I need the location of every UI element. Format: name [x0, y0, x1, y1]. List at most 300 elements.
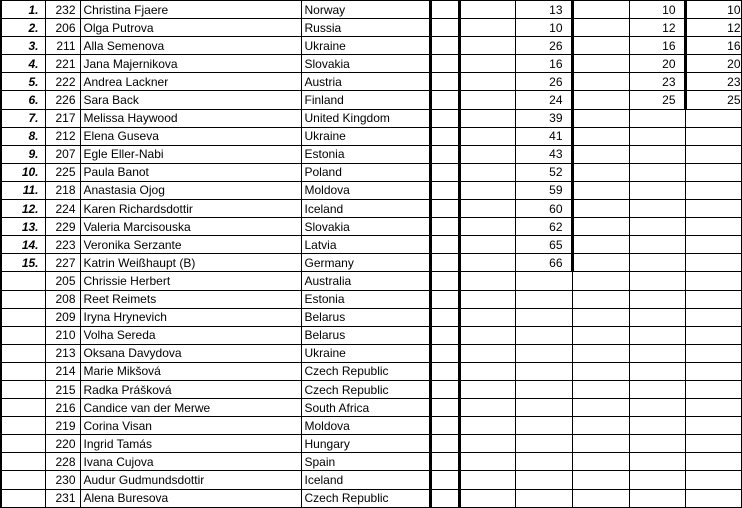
spacer-cell	[572, 109, 629, 127]
final-result-cell	[629, 109, 685, 127]
country-cell: Iceland	[301, 200, 430, 218]
spacer-cell	[459, 109, 515, 127]
final-result-cell	[685, 417, 741, 435]
athlete-name-cell: Oksana Davydova	[80, 344, 301, 362]
bib-cell: 205	[45, 272, 80, 290]
athlete-name-cell: Alla Semenova	[80, 37, 301, 55]
table-row	[1, 344, 741, 362]
spacer-cell	[459, 163, 515, 181]
final-result-cell: 23	[629, 73, 685, 91]
athlete-name-cell: Candice van der Merwe	[80, 399, 301, 417]
final-result-cell	[685, 453, 741, 471]
final-result-cell	[685, 254, 741, 272]
bib-cell: 225	[45, 163, 80, 181]
spacer-cell	[572, 1, 629, 19]
spacer-cell	[459, 435, 515, 453]
table-row	[1, 380, 741, 398]
table-row	[1, 163, 741, 181]
spacer-cell	[430, 236, 459, 254]
bib-cell: 228	[45, 453, 80, 471]
place-cell	[1, 362, 45, 380]
country-cell: United Kingdom	[301, 109, 430, 127]
table-row	[1, 435, 741, 453]
bib-cell: 223	[45, 236, 80, 254]
final-result-cell	[629, 326, 685, 344]
country-cell: Slovakia	[301, 218, 430, 236]
spacer-cell	[430, 218, 459, 236]
spacer-cell	[430, 109, 459, 127]
spacer-cell	[430, 200, 459, 218]
place-cell: 11.	[1, 181, 45, 199]
place-cell: 1.	[1, 1, 45, 19]
final-result-cell: 12	[685, 19, 741, 37]
final-result-cell	[629, 127, 685, 145]
athlete-name-cell: Katrin Weißhaupt (B)	[80, 254, 301, 272]
athlete-name-cell: Corina Visan	[80, 417, 301, 435]
ski-result-cell	[515, 489, 572, 507]
final-result-cell	[629, 290, 685, 308]
country-cell: Ukraine	[301, 344, 430, 362]
spacer-cell	[572, 308, 629, 326]
bib-cell: 218	[45, 181, 80, 199]
final-result-cell	[685, 200, 741, 218]
final-result-cell	[685, 127, 741, 145]
ski-result-cell	[515, 471, 572, 489]
final-result-cell	[629, 362, 685, 380]
country-cell: Norway	[301, 1, 430, 19]
place-cell: 4.	[1, 55, 45, 73]
place-cell	[1, 435, 45, 453]
bib-cell: 213	[45, 344, 80, 362]
bib-cell: 219	[45, 417, 80, 435]
country-cell: Hungary	[301, 435, 430, 453]
spacer-cell	[572, 326, 629, 344]
spacer-cell	[430, 344, 459, 362]
final-result-cell	[629, 435, 685, 453]
final-result-cell	[629, 200, 685, 218]
spacer-cell	[572, 145, 629, 163]
table-row	[1, 489, 741, 507]
spacer-cell	[430, 181, 459, 199]
spacer-cell	[430, 73, 459, 91]
spacer-cell	[572, 290, 629, 308]
spacer-cell	[572, 218, 629, 236]
place-cell: 10.	[1, 163, 45, 181]
spacer-cell	[430, 127, 459, 145]
final-result-cell: 23	[685, 73, 741, 91]
final-result-cell	[629, 453, 685, 471]
athlete-name-cell: Egle Eller-Nabi	[80, 145, 301, 163]
final-result-cell	[685, 109, 741, 127]
spacer-cell	[572, 200, 629, 218]
spacer-cell	[459, 73, 515, 91]
spacer-cell	[430, 55, 459, 73]
ski-result-cell: 16	[515, 55, 572, 73]
spacer-cell	[430, 417, 459, 435]
spacer-cell	[459, 55, 515, 73]
spacer-cell	[430, 326, 459, 344]
table-row	[1, 326, 741, 344]
ski-result-cell: 65	[515, 236, 572, 254]
final-result-cell	[629, 272, 685, 290]
table-row	[1, 417, 741, 435]
bib-cell: 207	[45, 145, 80, 163]
spacer-cell	[459, 362, 515, 380]
final-result-cell: 20	[685, 55, 741, 73]
athlete-name-cell: Iryna Hrynevich	[80, 308, 301, 326]
ski-result-cell	[515, 326, 572, 344]
athlete-name-cell: Karen Richardsdottir	[80, 200, 301, 218]
spacer-cell	[459, 290, 515, 308]
place-cell	[1, 489, 45, 507]
country-cell: Finland	[301, 91, 430, 109]
spacer-cell	[459, 19, 515, 37]
table-row	[1, 145, 741, 163]
bib-cell: 208	[45, 290, 80, 308]
spacer-cell	[430, 1, 459, 19]
athlete-name-cell: Sara Back	[80, 91, 301, 109]
bib-cell: 232	[45, 1, 80, 19]
place-cell: 8.	[1, 127, 45, 145]
final-result-cell	[629, 399, 685, 417]
ski-result-cell	[515, 272, 572, 290]
athlete-name-cell: Olga Putrova	[80, 19, 301, 37]
table-row	[1, 19, 741, 37]
final-result-cell: 25	[629, 91, 685, 109]
final-result-cell	[629, 344, 685, 362]
ski-result-cell: 66	[515, 254, 572, 272]
athlete-name-cell: Elena Guseva	[80, 127, 301, 145]
spacer-cell	[459, 236, 515, 254]
table-row	[1, 91, 741, 109]
spacer-cell	[459, 1, 515, 19]
place-cell	[1, 308, 45, 326]
place-cell: 7.	[1, 109, 45, 127]
country-cell: Spain	[301, 453, 430, 471]
ski-result-cell: 24	[515, 91, 572, 109]
country-cell: Latvia	[301, 236, 430, 254]
spacer-cell	[572, 380, 629, 398]
ski-result-cell: 26	[515, 73, 572, 91]
spacer-cell	[572, 91, 629, 109]
ski-result-cell	[515, 399, 572, 417]
final-result-cell	[685, 362, 741, 380]
final-result-cell	[685, 326, 741, 344]
athlete-name-cell: Ingrid Tamás	[80, 435, 301, 453]
country-cell: Estonia	[301, 290, 430, 308]
place-cell	[1, 471, 45, 489]
table-row	[1, 73, 741, 91]
place-cell	[1, 290, 45, 308]
spacer-cell	[430, 399, 459, 417]
spacer-cell	[459, 471, 515, 489]
final-result-cell: 16	[629, 37, 685, 55]
table-row	[1, 308, 741, 326]
final-result-cell: 10	[629, 1, 685, 19]
final-result-cell	[629, 236, 685, 254]
country-cell: Poland	[301, 163, 430, 181]
country-cell: Austria	[301, 73, 430, 91]
table-row	[1, 200, 741, 218]
place-cell	[1, 453, 45, 471]
table-row	[1, 181, 741, 199]
final-result-cell	[685, 308, 741, 326]
final-result-cell	[685, 272, 741, 290]
athlete-name-cell: Anastasia Ojog	[80, 181, 301, 199]
place-cell: 2.	[1, 19, 45, 37]
place-cell	[1, 272, 45, 290]
final-result-cell	[629, 254, 685, 272]
athlete-name-cell: Paula Banot	[80, 163, 301, 181]
country-cell: Iceland	[301, 471, 430, 489]
spacer-cell	[430, 163, 459, 181]
place-cell	[1, 344, 45, 362]
spacer-cell	[459, 181, 515, 199]
bib-cell: 222	[45, 73, 80, 91]
place-cell	[1, 399, 45, 417]
bib-cell: 231	[45, 489, 80, 507]
final-result-cell	[629, 489, 685, 507]
final-result-cell	[685, 163, 741, 181]
country-cell: Moldova	[301, 181, 430, 199]
bib-cell: 226	[45, 91, 80, 109]
spacer-cell	[572, 254, 629, 272]
spacer-cell	[459, 326, 515, 344]
country-cell: Estonia	[301, 145, 430, 163]
place-cell	[1, 380, 45, 398]
bib-cell: 230	[45, 471, 80, 489]
spacer-cell	[430, 362, 459, 380]
spacer-cell	[430, 37, 459, 55]
spacer-cell	[459, 308, 515, 326]
bib-cell: 209	[45, 308, 80, 326]
spacer-cell	[430, 453, 459, 471]
spacer-cell	[459, 453, 515, 471]
ski-result-cell: 10	[515, 19, 572, 37]
table-row	[1, 362, 741, 380]
place-cell: 13.	[1, 218, 45, 236]
place-cell: 9.	[1, 145, 45, 163]
spacer-cell	[572, 272, 629, 290]
spacer-cell	[572, 362, 629, 380]
spacer-cell	[459, 200, 515, 218]
final-result-cell	[629, 145, 685, 163]
spacer-cell	[430, 290, 459, 308]
spacer-cell	[459, 380, 515, 398]
table-row	[1, 236, 741, 254]
ski-result-cell: 52	[515, 163, 572, 181]
bib-cell: 212	[45, 127, 80, 145]
table-row	[1, 290, 741, 308]
spacer-cell	[459, 37, 515, 55]
final-result-cell	[629, 471, 685, 489]
country-cell: Czech Republic	[301, 489, 430, 507]
spacer-cell	[459, 272, 515, 290]
spacer-cell	[459, 254, 515, 272]
spacer-cell	[459, 399, 515, 417]
final-result-cell	[685, 435, 741, 453]
bib-cell: 211	[45, 37, 80, 55]
country-cell: Australia	[301, 272, 430, 290]
ski-result-cell	[515, 308, 572, 326]
ski-result-cell: 26	[515, 37, 572, 55]
spacer-cell	[430, 272, 459, 290]
final-result-cell: 12	[629, 19, 685, 37]
ski-result-cell	[515, 362, 572, 380]
spacer-cell	[572, 435, 629, 453]
spacer-cell	[430, 145, 459, 163]
ski-result-cell: 13	[515, 1, 572, 19]
bib-cell: 224	[45, 200, 80, 218]
place-cell	[1, 417, 45, 435]
ski-result-cell	[515, 435, 572, 453]
athlete-name-cell: Veronika Serzante	[80, 236, 301, 254]
country-cell: Czech Republic	[301, 362, 430, 380]
spacer-cell	[459, 344, 515, 362]
country-cell: Czech Republic	[301, 380, 430, 398]
spacer-cell	[572, 127, 629, 145]
final-result-cell	[685, 290, 741, 308]
table-row	[1, 254, 741, 272]
athlete-name-cell: Valeria Marcisouska	[80, 218, 301, 236]
spacer-cell	[572, 344, 629, 362]
country-cell: Germany	[301, 254, 430, 272]
bib-cell: 229	[45, 218, 80, 236]
athlete-name-cell: Jana Majernikova	[80, 55, 301, 73]
spacer-cell	[430, 435, 459, 453]
final-result-cell	[629, 417, 685, 435]
athlete-name-cell: Audur Gudmundsdottir	[80, 471, 301, 489]
spacer-cell	[459, 218, 515, 236]
bib-cell: 221	[45, 55, 80, 73]
table-row	[1, 127, 741, 145]
spacer-cell	[572, 73, 629, 91]
table-row	[1, 37, 741, 55]
country-cell: Ukraine	[301, 127, 430, 145]
spacer-cell	[459, 145, 515, 163]
ski-result-cell	[515, 453, 572, 471]
country-cell: Belarus	[301, 308, 430, 326]
bib-cell: 214	[45, 362, 80, 380]
athlete-name-cell: Volha Sereda	[80, 326, 301, 344]
spacer-cell	[430, 489, 459, 507]
bib-cell: 206	[45, 19, 80, 37]
final-result-cell: 10	[685, 1, 741, 19]
final-result-cell	[629, 308, 685, 326]
final-result-cell: 16	[685, 37, 741, 55]
ski-result-cell	[515, 344, 572, 362]
bib-cell: 220	[45, 435, 80, 453]
final-result-cell	[629, 163, 685, 181]
spacer-cell	[572, 37, 629, 55]
ski-result-cell	[515, 380, 572, 398]
table-row	[1, 453, 741, 471]
athlete-name-cell: Marie Mikšová	[80, 362, 301, 380]
spacer-cell	[572, 55, 629, 73]
place-cell: 6.	[1, 91, 45, 109]
place-cell: 12.	[1, 200, 45, 218]
athlete-name-cell: Christina Fjaere	[80, 1, 301, 19]
spacer-cell	[430, 19, 459, 37]
spacer-cell	[572, 19, 629, 37]
spacer-cell	[459, 91, 515, 109]
bib-cell: 217	[45, 109, 80, 127]
table-row	[1, 1, 741, 19]
bib-cell: 227	[45, 254, 80, 272]
spacer-cell	[572, 453, 629, 471]
spacer-cell	[572, 236, 629, 254]
final-result-cell	[685, 218, 741, 236]
country-cell: Slovakia	[301, 55, 430, 73]
final-result-cell	[685, 181, 741, 199]
table-row	[1, 109, 741, 127]
ski-result-cell: 39	[515, 109, 572, 127]
final-result-cell	[629, 380, 685, 398]
athlete-name-cell: Reet Reimets	[80, 290, 301, 308]
table-row	[1, 218, 741, 236]
place-cell: 14.	[1, 236, 45, 254]
athlete-name-cell: Chrissie Herbert	[80, 272, 301, 290]
table-row	[1, 272, 741, 290]
country-cell: South Africa	[301, 399, 430, 417]
athlete-name-cell: Alena Buresova	[80, 489, 301, 507]
spacer-cell	[430, 308, 459, 326]
bib-cell: 216	[45, 399, 80, 417]
country-cell: Ukraine	[301, 37, 430, 55]
ski-result-cell: 60	[515, 200, 572, 218]
bib-cell: 215	[45, 380, 80, 398]
ski-result-cell: 43	[515, 145, 572, 163]
spacer-cell	[572, 489, 629, 507]
final-result-cell	[685, 236, 741, 254]
ski-result-cell	[515, 290, 572, 308]
final-result-cell	[685, 399, 741, 417]
spacer-cell	[430, 254, 459, 272]
final-result-cell: 20	[629, 55, 685, 73]
athlete-name-cell: Radka Prášková	[80, 380, 301, 398]
place-cell: 3.	[1, 37, 45, 55]
ski-result-cell	[515, 417, 572, 435]
spacer-cell	[430, 471, 459, 489]
ski-result-cell: 41	[515, 127, 572, 145]
athlete-name-cell: Andrea Lackner	[80, 73, 301, 91]
final-result-cell	[685, 344, 741, 362]
final-result-cell	[685, 145, 741, 163]
bib-cell: 210	[45, 326, 80, 344]
final-result-cell	[685, 471, 741, 489]
athlete-name-cell: Melissa Haywood	[80, 109, 301, 127]
results-table-body	[1, 1, 741, 508]
spacer-cell	[572, 399, 629, 417]
athlete-name-cell: Ivana Cujova	[80, 453, 301, 471]
table-row	[1, 471, 741, 489]
place-cell	[1, 326, 45, 344]
final-result-cell: 25	[685, 91, 741, 109]
final-result-cell	[685, 380, 741, 398]
spacer-cell	[430, 91, 459, 109]
spacer-cell	[572, 181, 629, 199]
ski-result-cell: 62	[515, 218, 572, 236]
country-cell: Belarus	[301, 326, 430, 344]
country-cell: Moldova	[301, 417, 430, 435]
country-cell: Russia	[301, 19, 430, 37]
spacer-cell	[572, 471, 629, 489]
spacer-cell	[459, 417, 515, 435]
table-row	[1, 399, 741, 417]
place-cell: 15.	[1, 254, 45, 272]
final-result-cell	[629, 181, 685, 199]
final-result-cell	[685, 489, 741, 507]
